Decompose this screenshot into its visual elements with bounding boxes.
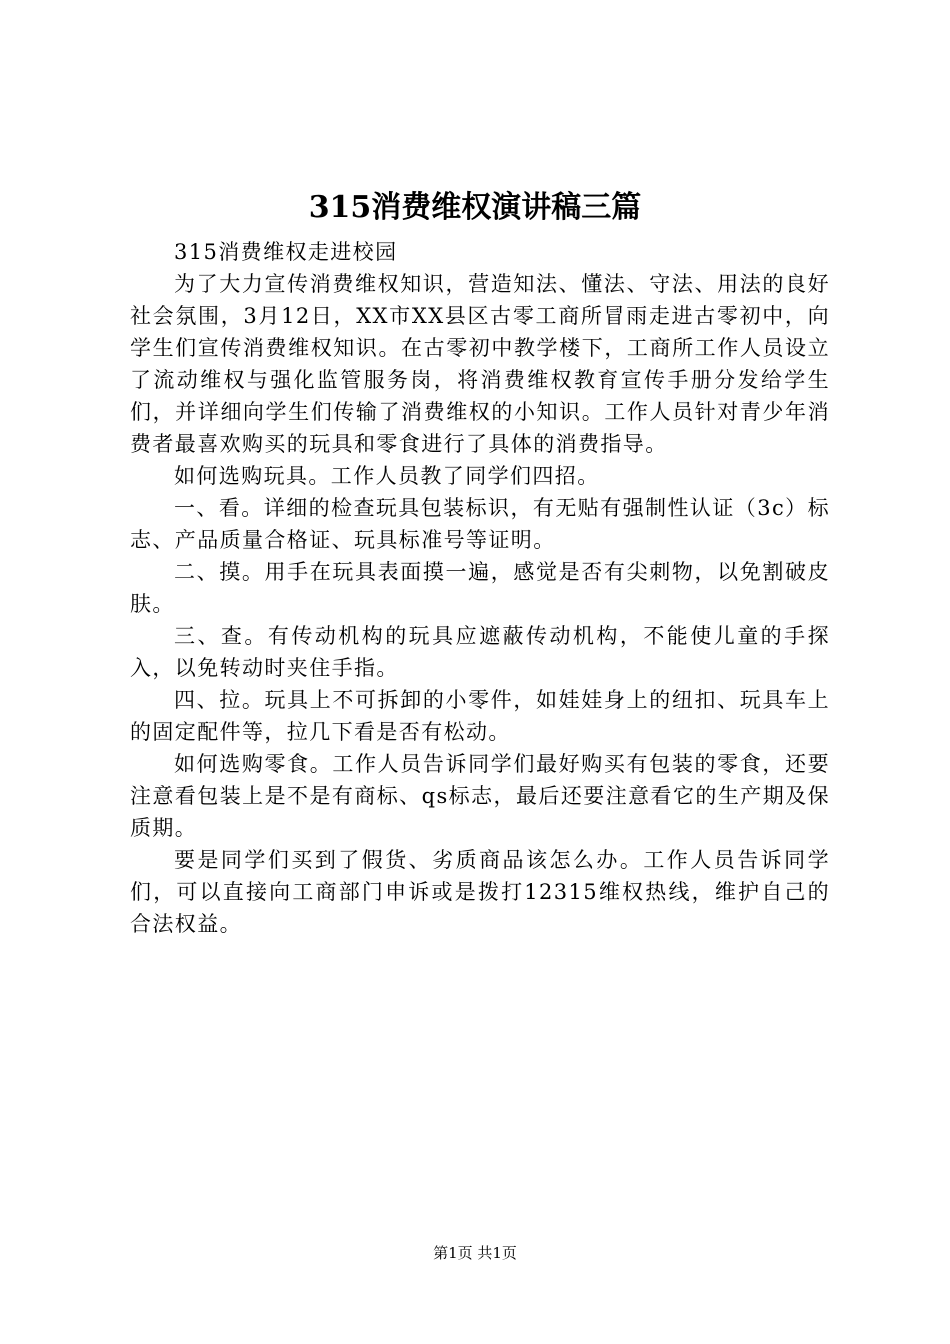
paragraph-tip-check: 三、查。有传动机构的玩具应遮蔽传动机构，不能使儿童的手探入，以免转动时夹住手指。 [130, 624, 830, 680]
paragraph-toys-heading: 如何选购玩具。工作人员教了同学们四招。 [174, 464, 600, 488]
paragraph-tip-touch: 二、摸。用手在玩具表面摸一遍，感觉是否有尖刺物，以免割破皮肤。 [130, 560, 830, 616]
paragraph-snacks: 如何选购零食。工作人员告诉同学们最好购买有包装的零食，还要注意看包装上是不是有商标、qs标志，最后还要注意看它的生产期及保质期。 [130, 752, 830, 840]
paragraph-tip-pull: 四、拉。玩具上不可拆卸的小零件，如娃娃身上的纽扣、玩具车上的固定配件等，拉几下看是否有松动。 [130, 688, 830, 744]
document-title: 315消费维权演讲稿三篇 [308, 190, 642, 225]
paragraph-intro: 为了大力宣传消费维权知识，营造知法、懂法、守法、用法的良好社会氛围，3月12日，XX市XX县区古零工商所冒雨走进古零初中，向学生们宣传消费维权知识。在古零初中教学楼下，工商所工作人员设立了流动维权与强化监管服务岗，将消费维权教育宣传手册分发给学生们，并详细向学生们传输了消费维权的小知识。工作人员针对青少年消费者最喜欢购买的玩具和零食进行了具体的消费指导。 [130, 272, 830, 456]
page-number-footer: 第1页 共1页 [433, 1244, 517, 1262]
paragraph-tip-look: 一、看。详细的检查玩具包装标识，有无贴有强制性认证（3c）标志、产品质量合格证、玩具标准号等证明。 [130, 496, 830, 552]
paragraph-complaint: 要是同学们买到了假货、劣质商品该怎么办。工作人员告诉同学们，可以直接向工商部门申诉或是拨打12315维权热线，维护自己的合法权益。 [130, 848, 830, 936]
document-body [130, 236, 830, 940]
paragraph-subtitle: 315消费维权走进校园 [174, 240, 398, 264]
